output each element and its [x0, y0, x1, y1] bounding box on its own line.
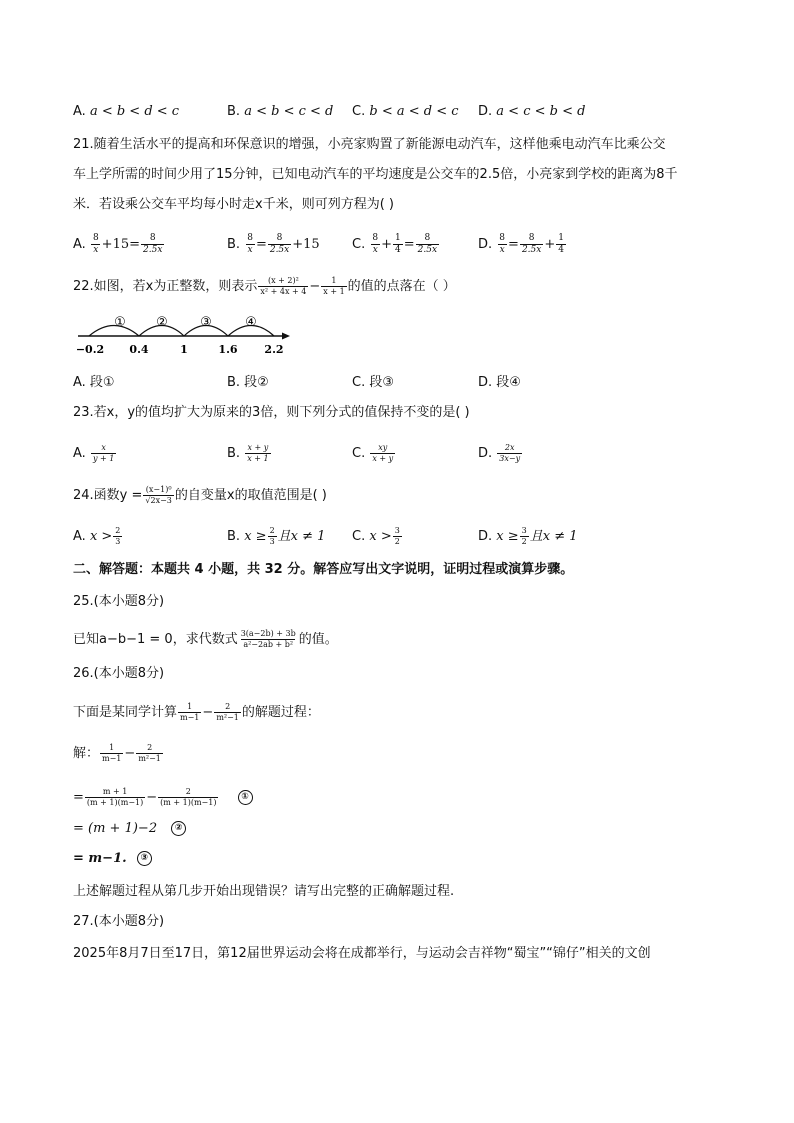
- tick-label-1: −0.2: [76, 343, 105, 356]
- q20-option-b: B. a < b < c < d: [227, 104, 334, 119]
- q20-option-c-expr: b < a < d < c: [369, 104, 459, 119]
- q21-stem-line3: 米．若设乘公交车平均每小时走x千米，则可列方程为( ): [73, 197, 394, 212]
- tick-label-5: 2.2: [264, 343, 284, 356]
- segment-label-1: ①: [114, 315, 126, 330]
- q25-heading: 25.(本小题8分): [73, 594, 165, 609]
- q23-option-d: D. $\frac{2x}{3x-y}$: [478, 443, 521, 463]
- q26-question: 上述解题过程从第几步开始出现错误？请写出完整的正确解题过程.: [73, 884, 455, 899]
- q23-option-c: C. $\frac{xy}{x + y}$: [352, 443, 394, 463]
- q23-option-b: B. $\frac{x + y}{x + 1}$: [227, 443, 269, 463]
- step-marker-2: ②: [171, 821, 186, 836]
- q22-option-a: A. 段①: [73, 375, 115, 390]
- q26-step-1: = $\frac{m + 1}{(m + 1)(m-1)}$ − $\frac{2}{(m + 1)(m-1)}$ ①: [73, 787, 253, 808]
- q22-option-b: B. 段②: [227, 375, 269, 390]
- tick-label-3: 1: [180, 343, 188, 356]
- q23-stem: 23.若x，y的值均扩大为原来的3倍，则下列分式的值保持不变的是( ): [73, 405, 470, 420]
- number-line-arrow: [282, 333, 290, 340]
- tick-label-2: 0.4: [129, 343, 149, 356]
- segment-label-3: ③: [200, 315, 212, 330]
- q23-option-a: A. $\frac{x}{y + 1}$: [73, 443, 115, 463]
- q24-stem: 24.函数y = $\frac{\text{(x−1)⁰}}{√2x-3}$ 的自变量x的取值范围是( ): [73, 485, 327, 505]
- q20-option-d-expr: a < c < b < d: [496, 104, 586, 119]
- q24-option-c: C. x > $\frac{3}{2}$: [352, 526, 400, 546]
- q26-heading: 26.(本小题8分): [73, 666, 165, 681]
- section-heading: 二、解答题：本题共 4 小题，共 32 分。解答应写出文字说明，证明过程或演算步骤。: [73, 562, 574, 577]
- q21-option-c: C. $\frac{8}{x}$ + $\frac{1}{4}$ = $\frac{8}{2.5x}$: [352, 233, 438, 255]
- q26-step-3: = m−1. ③: [73, 851, 152, 867]
- q26-solution-start: 解： $\frac{1}{m-1}$ − $\frac{2}{\text{m²−1}}$: [73, 743, 161, 763]
- q24-option-b: B. x ≥ $\frac{2}{3}$ 且x ≠ 1: [227, 526, 326, 546]
- q21-option-b: B. $\frac{8}{x}$ = $\frac{8}{2.5x}$ +15: [227, 233, 320, 255]
- q21-option-a: A. $\frac{8}{x}$ +15= $\frac{8}{2.5x}$: [73, 233, 163, 255]
- q21-stem-line2: 车上学所需的时间少用了15分钟，已知电动汽车的平均速度是公交车的2.5倍，小亮家到学校的距离为8千: [73, 167, 678, 182]
- q21-stem-line1: 21.随着生活水平的提高和环保意识的增强，小亮家购置了新能源电动汽车，这样他乘电动汽车比乘公交: [73, 137, 666, 152]
- q20-option-c: C. b < a < d < c: [352, 104, 459, 119]
- q27-stem-line1: 2025年8月7日至17日，第12届世界运动会将在成都举行，与运动会吉祥物“蜀宝”“锦仔”相关的文创: [73, 946, 651, 961]
- q20-option-b-expr: a < b < c < d: [244, 104, 334, 119]
- q26-step-2: = (m + 1)−2 ②: [73, 821, 186, 837]
- q25-body: 已知a−b−1 = 0，求代数式 $\frac{3(a-2b) + 3b}{\text{a²−2ab + b²}}$ 的值。: [73, 629, 338, 649]
- q24-option-a: A. x > $\frac{2}{3}$: [73, 526, 121, 546]
- q20-option-a: A. a < b < d < c: [73, 104, 180, 119]
- q22-option-d: D. 段④: [478, 375, 521, 390]
- q22-stem: 22.如图，若x为正整数，则表示 $\frac{\text{(x + 2)²}}{\text{x² + 4x + 4}}$ − $\frac{1}{x + 1}$ 的值的点落在（ ）: [73, 276, 456, 296]
- q26-intro: 下面是某同学计算 $\frac{1}{m-1}$ − $\frac{2}{\text{m²−1}}$ 的解题过程：: [73, 702, 320, 722]
- q22-option-c: C. 段③: [352, 375, 394, 390]
- q27-heading: 27.(本小题8分): [73, 914, 165, 929]
- q20-option-a-expr: a < b < d < c: [89, 104, 180, 119]
- q21-option-d: D. $\frac{8}{x}$ = $\frac{8}{2.5x}$ + $\frac{1}{4}$: [478, 233, 564, 255]
- q24-option-d: D. x ≥ $\frac{3}{2}$ 且x ≠ 1: [478, 526, 578, 546]
- q20-option-d: D. a < c < b < d: [478, 104, 586, 119]
- segment-label-4: ④: [245, 315, 257, 330]
- step-marker-3: ③: [137, 851, 152, 866]
- segment-label-2: ②: [156, 315, 168, 330]
- tick-label-4: 1.6: [218, 343, 238, 356]
- step-marker-1: ①: [238, 790, 253, 805]
- number-line-figure: [76, 312, 296, 360]
